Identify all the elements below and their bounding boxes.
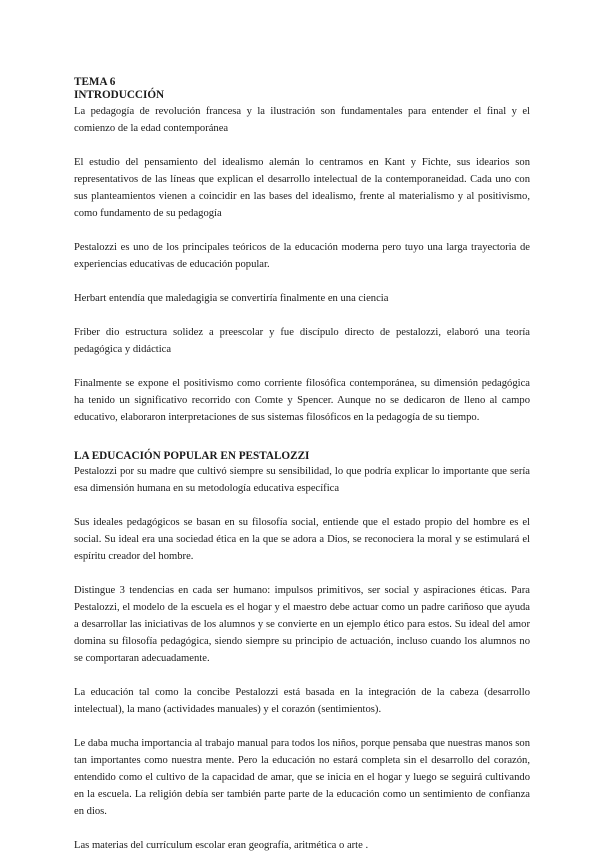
paragraph: Herbart entendía que maledagigia se convertiría finalmente en una ciencia xyxy=(74,292,389,304)
section-title-introduccion: INTRODUCCIÓN xyxy=(74,89,165,102)
paragraph: El estudio del pensamiento del idealismo alemán lo centramos en Kant y Fichte, sus idearios son representativos de las líneas que explican el desarrollo intelectual de la contemporaneidad. Cada uno con sus planteamientos vienen a coincidir en las bases del idealismo, frente al materialismo y al positivismo, como fundamento de su pedagogía xyxy=(74,156,530,219)
paragraph: La pedagogía de revolución francesa y la ilustración son fundamentales para entender el final y el comienzo de la edad contemporánea xyxy=(74,105,530,134)
paragraph: Pestalozzi es uno de los principales teóricos de la educación moderna pero tuyo una larga trayectoria de experiencias educativas de educación popular. xyxy=(74,241,530,270)
paragraph: Friber dio estructura solidez a preescolar y fue discípulo directo de pestalozzi, elaboró una teoría pedagógica y didáctica xyxy=(74,326,530,355)
paragraph: Las materias del currículum escolar eran geografía, aritmética o arte . xyxy=(74,840,369,852)
paragraph: Le daba mucha importancia al trabajo manual para todos los niños, porque pensaba que nuestras manos son tan importantes como nuestra mente. Pero la educación no estará completa sin el desarrollo del corazón, entendido como el cultivo de la capacidad de amar, que se inicia en el hogar y luego se seguirá cultivando en la escuela. La religión debía ser también parte parte de la educación como un sentimiento de confianza en dios. xyxy=(74,738,530,818)
paragraph: Sus ideales pedagógicos se basan en su filosofía social, entiende que el estado propio del hombre es el social. Su ideal era una sociedad ética en la que se adora a Dios, se reconociera la moral y se estimulará el espíritu creador del hombre. xyxy=(74,517,530,563)
topic-label: TEMA 6 xyxy=(74,76,116,88)
paragraph: Distingue 3 tendencias en cada ser humano: impulsos primitivos, ser social y aspiraciones éticas. Para Pestalozzi, el modelo de la escuela es el hogar y el maestro debe actuar como un padre cariñoso que ayuda a desarrollar las iniciativas de los alumnos y se convierte en un ejemplo ético para estos. Su ideal del amor domina su filosofía pedagógica, siendo siempre su principio de actuación, incluso cuando los alumnos no se comportaran adecuadamente. xyxy=(74,585,530,665)
paragraph: Finalmente se expone el positivismo como corriente filosófica contemporánea, su dimensión pedagógica ha tenido un significativo recorrido con Comte y Spencer. Aunque no se dedicaron de lleno al campo educativo, elaboraron interpretaciones de sus sistemas filosóficos en la pedagogía de su tiempo. xyxy=(74,377,530,423)
paragraph: Pestalozzi por su madre que cultivó siempre su sensibilidad, lo que podría explicar lo importante que sería esa dimensión humana en su metodología educativa específica xyxy=(74,466,530,495)
paragraph: La educación tal como la concibe Pestalozzi está basada en la integración de la cabeza (desarrollo intelectual), la mano (actividades manuales) y el corazón (sentimientos). xyxy=(74,687,530,716)
section-title-pestalozzi: LA EDUCACIÓN POPULAR EN PESTALOZZI xyxy=(74,449,310,462)
